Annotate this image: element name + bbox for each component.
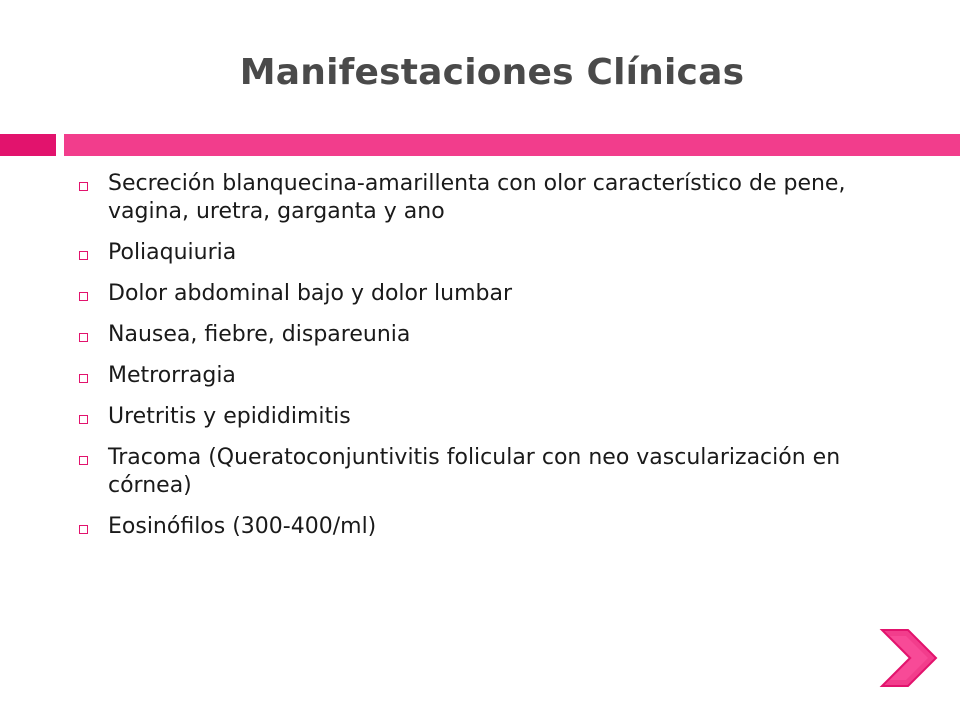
title-bar-left <box>0 134 56 156</box>
bullet-text: Tracoma (Queratoconjuntivitis folicular con neo vascularización en córnea) <box>108 445 841 498</box>
bullet-item <box>76 239 846 267</box>
square-bullet-icon <box>79 525 88 534</box>
square-bullet-icon <box>79 415 88 424</box>
square-bullet-icon <box>79 374 88 383</box>
square-bullet-icon <box>79 251 88 260</box>
bullet-text: Secreción blanquecina-amarillenta con olor característico de pene, vagina, uretra, garganta y ano <box>108 171 846 224</box>
bullet-item <box>76 170 846 226</box>
slide-title: Manifestaciones Clínicas <box>239 52 745 93</box>
bullet-text: Eosinófilos (300-400/ml) <box>108 514 377 539</box>
bullet-text: Metrorragia <box>108 363 236 388</box>
bullet-text: Uretritis y epididimitis <box>108 404 351 429</box>
bullet-text: Poliaquiuria <box>108 240 237 265</box>
bullet-item <box>76 362 846 390</box>
square-bullet-icon <box>79 456 88 465</box>
bullet-item <box>76 321 846 349</box>
next-slide-button[interactable] <box>878 628 938 688</box>
bullet-item <box>76 280 846 308</box>
chevron-right-icon <box>878 628 938 688</box>
bullet-item <box>76 444 846 500</box>
bullet-item <box>76 403 846 431</box>
square-bullet-icon <box>79 333 88 342</box>
square-bullet-icon <box>79 292 88 301</box>
bullet-list <box>76 170 846 554</box>
bullet-text: Nausea, fiebre, dispareunia <box>108 322 411 347</box>
title-bar-right <box>64 134 960 156</box>
bullet-text: Dolor abdominal bajo y dolor lumbar <box>108 281 512 306</box>
bullet-item <box>76 513 846 541</box>
square-bullet-icon <box>79 182 88 191</box>
